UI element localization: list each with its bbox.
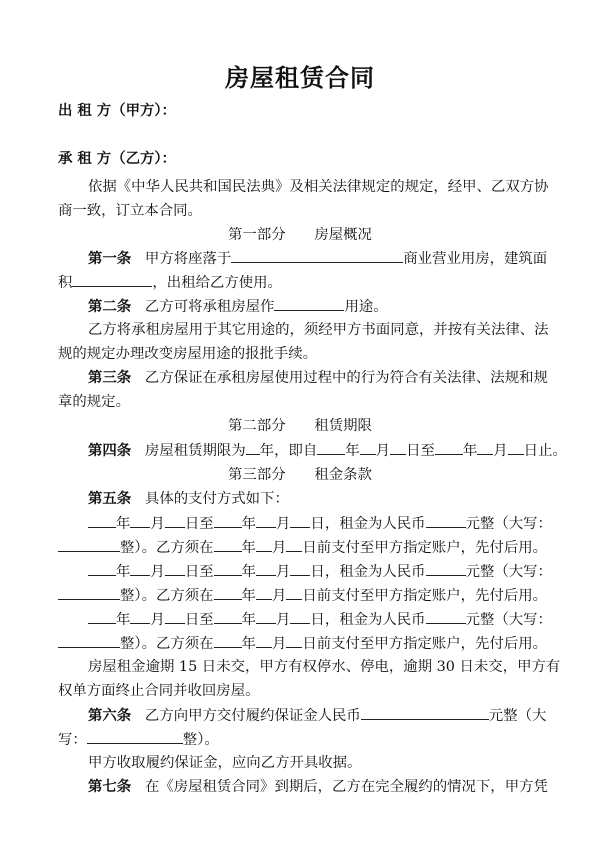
- article-4-line: 第四条 房屋租赁期限为 年，即自 年 月 日至 年 月 日止。: [88, 440, 542, 461]
- article-3-line-2: 章的规定。: [58, 394, 130, 410]
- rent-period-line: 年 月 日至 年 月 日，租金为人民币 元整（大写：: [88, 561, 542, 582]
- rent-period-line: 年 月 日至 年 月 日，租金为人民币 元整（大写：: [88, 513, 542, 534]
- article-1-label: 第一条: [88, 251, 132, 267]
- lessee-label: 承 租 方（乙方）：: [58, 151, 176, 167]
- lessor-label: 出 租 方（甲方）：: [58, 103, 176, 119]
- article-5-label: 第五条: [88, 491, 132, 507]
- article-6-line-2: 写： 整）。: [58, 729, 542, 750]
- article-5-line: 第五条 具体的支付方式如下：: [88, 491, 289, 507]
- article-2-line: 第二条 乙方可将承租房屋作 用途。: [88, 296, 542, 317]
- article-1-line-1: 第一条 甲方将座落于 商业营业用房，建筑面: [88, 248, 542, 269]
- usage-blank: [274, 296, 344, 311]
- rent-payment-line: 整）。乙方须在 年 月 日前支付至甲方指定账户，先付后用。: [58, 537, 542, 558]
- deposit-words-blank: [87, 729, 183, 744]
- rent-period-line: 年 月 日至 年 月 日，租金为人民币 元整（大写：: [88, 609, 542, 630]
- late-payment-line-1: 房屋租金逾期 15 日未交，甲方有权停水、停电，逾期 30 日未交，甲方有: [88, 659, 561, 675]
- section-heading-3: 第三部分 租金条款: [228, 467, 372, 483]
- preamble-line-1: 依据《中华人民共和国民法典》及相关法律规定的规定，经甲、乙双方协: [88, 179, 549, 195]
- article-3-line-1: 第三条 乙方保证在承租房屋使用过程中的行为符合有关法律、法规和规: [88, 370, 548, 386]
- deposit-amount-blank: [361, 705, 489, 720]
- article-1-line-2: 积 ，出租给乙方使用。: [58, 272, 542, 293]
- rent-payment-line: 整）。乙方须在 年 月 日前支付至甲方指定账户，先付后用。: [58, 585, 542, 606]
- article-6-note: 甲方收取履约保证金，应向乙方开具收据。: [88, 755, 362, 771]
- article-7-line-1: 第七条 在《房屋租赁合同》到期后，乙方在完全履约的情况下，甲方凭: [88, 779, 548, 795]
- article-6-line-1: 第六条 乙方向甲方交付履约保证金人民币 元整（大: [88, 705, 542, 726]
- article-2-note-line-2: 规的规定办理改变房屋用途的报批手续。: [58, 346, 318, 362]
- rent-payment-line: 整）。乙方须在 年 月 日前支付至甲方指定账户，先付后用。: [58, 633, 542, 654]
- article-2-note-line-1: 乙方将承租房屋用于其它用途的，须经甲方书面同意，并按有关法律、法: [88, 322, 549, 338]
- address-blank: [231, 248, 403, 263]
- area-blank: [72, 272, 152, 287]
- preamble-line-2: 商一致，订立本合同。: [58, 203, 202, 219]
- section-heading-1: 第一部分 房屋概况: [228, 227, 372, 243]
- article-4-label: 第四条: [88, 443, 132, 459]
- article-7-label: 第七条: [88, 779, 132, 795]
- article-6-label: 第六条: [88, 708, 132, 724]
- late-payment-line-2: 权单方面终止合同并收回房屋。: [58, 683, 260, 699]
- article-3-label: 第三条: [88, 370, 132, 386]
- page-title: 房屋租赁合同: [225, 64, 375, 92]
- article-2-label: 第二条: [88, 299, 132, 315]
- section-heading-2: 第二部分 租赁期限: [228, 418, 372, 434]
